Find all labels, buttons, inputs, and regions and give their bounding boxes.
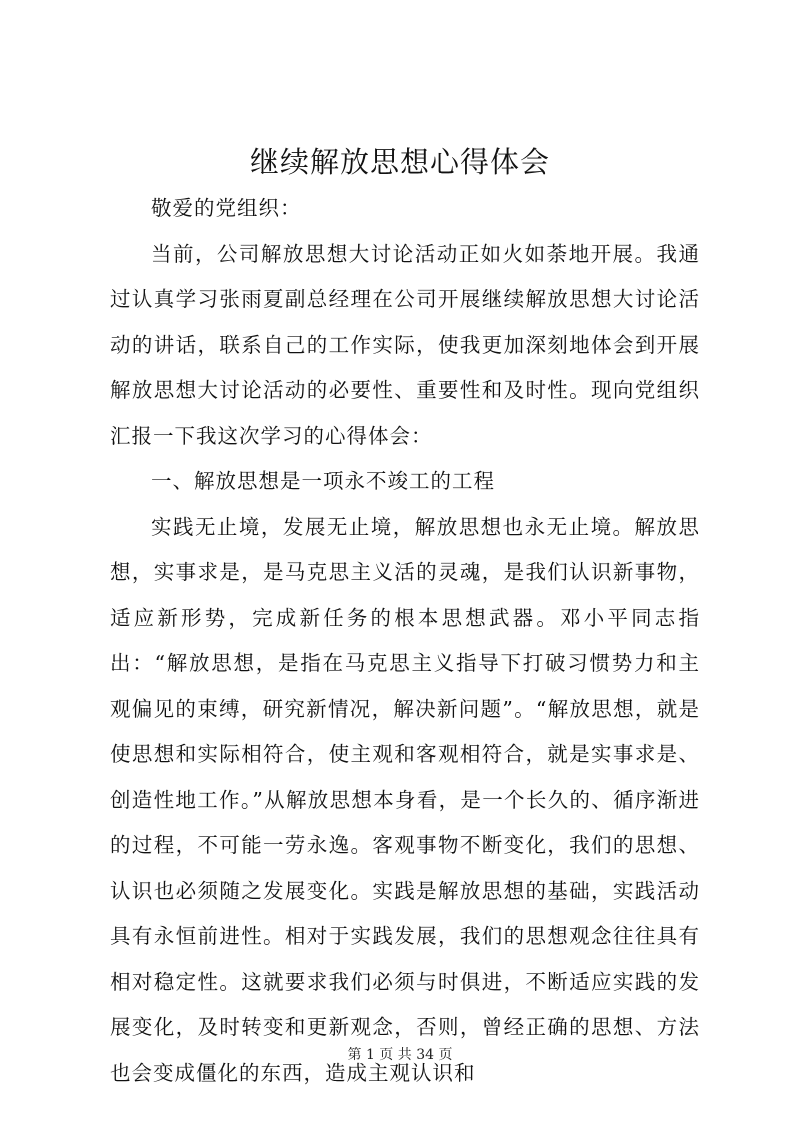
document-title: 继续解放思想心得体会 — [249, 145, 550, 179]
salutation: 敬爱的党组织： — [151, 196, 302, 220]
page-footer: 第 1 页 共 34 页 — [347, 1047, 453, 1063]
paragraph-intro: 当前，公司解放思想大讨论活动正如火如荼地开展。我通过认真学习张雨夏副总经理在公司开展继续解放思想大讨论活动的讲话，联系自己的工作实际，使我更加深刻地体会到开展解放思想大讨论活动的必要性、重要性和及时性。现向党组织汇报一下我这次学习的心得体会： — [110, 241, 700, 448]
document-body — [110, 186, 700, 1096]
paragraph-body: 实践无止境，发展无止境，解放思想也永无止境。解放思想，实事求是，是马克思主义活的灵魂，是我们认识新事物，适应新形势，完成新任务的根本思想武器。邓小平同志指出：“解放思想，是指在马克思主义指导下打破习惯势力和主观偏见的束缚，研究新情况，解决新问题”。“解放思想，就是使思想和实际相符合，使主观和客观相符合，就是实事求是、创造性地工作。”从解放思想本身看，是一个长久的、循序渐进的过程，不可能一劳永逸。客观事物不断变化，我们的思想、认识也必须随之发展变化。实践是解放思想的基础，实践活动具有永恒前进性。相对于实践发展，我们的思想观念往往具有相对稳定性。这就要求我们必须与时俱进，不断适应实践的发展变化，及时转变和更新观念，否则，曾经正确的思想、方法也会变成僵化的东西，造成主观认识和 — [110, 514, 700, 1085]
section-heading: 一、解放思想是一项永不竣工的工程 — [151, 469, 495, 493]
